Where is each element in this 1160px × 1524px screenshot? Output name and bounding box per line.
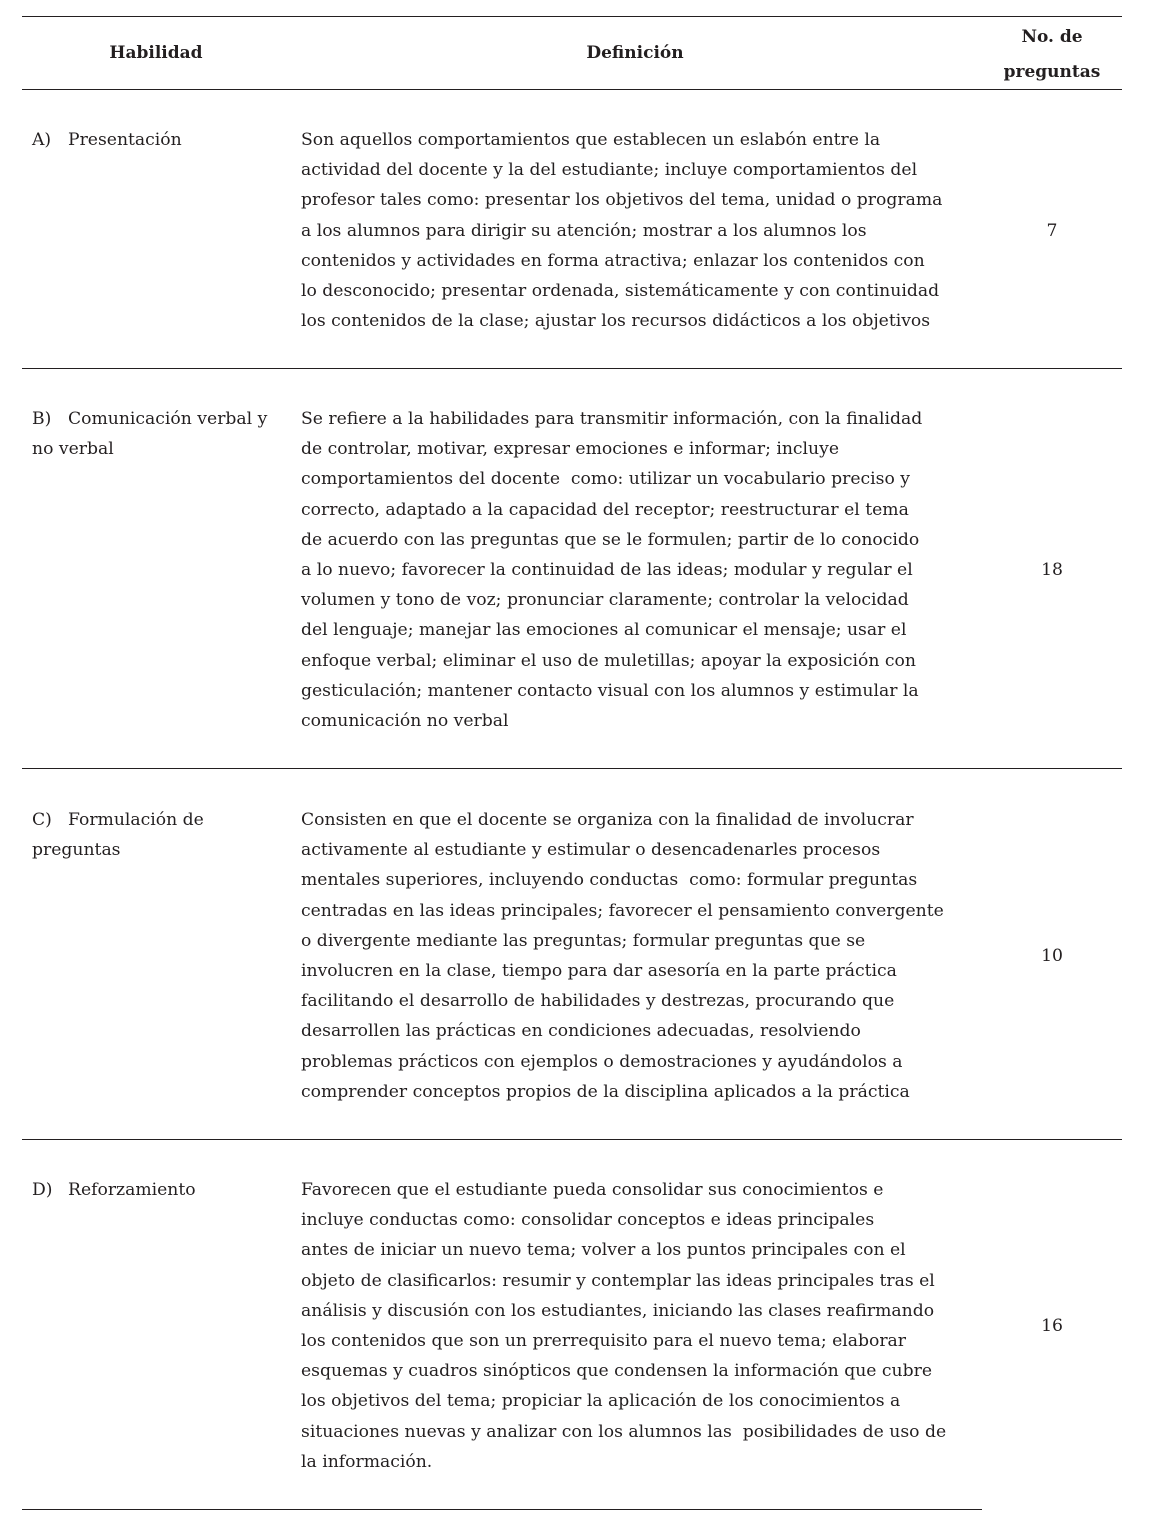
definition-line: involucren en la clase, tiempo para dar asesoría en la parte práctica (301, 961, 897, 982)
definition-line: comportamientos del docente como: utilizar un vocabulario preciso y (301, 469, 910, 490)
definition-line: antes de iniciar un nuevo tema; volver a los puntos principales con el (301, 1240, 906, 1261)
definition-line: los contenidos de la clase; ajustar los recursos didácticos a los objetivos (301, 311, 931, 332)
row-d-letter: D) (32, 1180, 53, 1200)
definition-line: facilitando el desarrollo de habilidades y destrezas, procurando que (301, 991, 895, 1012)
definition-line: situaciones nuevas y analizar con los alumnos las posibilidades de uso de (301, 1421, 947, 1442)
row-c-skill-line2: preguntas (32, 840, 121, 861)
row-d-skill (32, 1175, 196, 1205)
header-definition: Definición (586, 43, 684, 63)
header-skill: Habilidad (109, 43, 203, 63)
definition-line: activamente al estudiante y estimular o desencadenarles procesos (301, 840, 881, 861)
table-top-rule (22, 16, 1122, 17)
definition-line: gesticulación; mantener contacto visual con los alumnos y estimular la (301, 680, 919, 701)
definition-line: centradas en las ideas principales; favorecer el pensamiento convergente (301, 900, 944, 921)
row-b-definition (301, 404, 922, 736)
header-questions-line1: No. de (1021, 27, 1083, 47)
definition-line: objeto de clasificarlos: resumir y contemplar las ideas principales tras el (301, 1270, 935, 1291)
row-a-letter: A) (32, 130, 52, 150)
row-b-skill-line1: Comunicación verbal y (68, 409, 268, 429)
row-a-definition (301, 125, 942, 336)
row-divider-b (22, 768, 1122, 769)
row-divider-c (22, 1139, 1122, 1140)
row-a-skill-line1: Presentación (68, 130, 182, 150)
definition-line: de controlar, motivar, expresar emociones e informar; incluye (301, 439, 840, 460)
definition-line: Son aquellos comportamientos que establecen un eslabón entre la (301, 130, 881, 150)
row-b-skill-line2: no verbal (32, 439, 114, 460)
definition-line: profesor tales como: presentar los objetivos del tema, unidad o programa (301, 190, 943, 211)
definition-line: contenidos y actividades en forma atractiva; enlazar los contenidos con (301, 250, 925, 271)
definition-line: análisis y discusión con los estudiantes, iniciando las clases reafirmando (301, 1300, 935, 1321)
definition-line: del lenguaje; manejar las emociones al comunicar el mensaje; usar el (301, 620, 907, 641)
row-divider-a (22, 368, 1122, 369)
header-bottom-rule (22, 89, 1122, 90)
definition-line: volumen y tono de voz; pronunciar claramente; controlar la velocidad (301, 590, 909, 611)
definition-line: correcto, adaptado a la capacidad del receptor; reestructurar el tema (301, 499, 909, 520)
definition-line: lo desconocido; presentar ordenada, sistemáticamente y con continuidad (301, 281, 940, 302)
header-questions-line2: preguntas (1003, 62, 1101, 82)
definition-line: los objetivos del tema; propiciar la aplicación de los conocimientos a (301, 1391, 901, 1412)
row-b-questions: 18 (1041, 560, 1063, 580)
row-d-definition (301, 1175, 946, 1477)
row-c-skill (32, 805, 204, 865)
row-c-definition (301, 805, 944, 1107)
definition-line: comunicación no verbal (301, 711, 509, 732)
definition-line: problemas prácticos con ejemplos o demostraciones y ayudándolos a (301, 1051, 903, 1072)
definition-line: comprender conceptos propios de la disciplina aplicados a la práctica (301, 1081, 910, 1102)
definition-line: desarrollen las prácticas en condiciones adecuadas, resolviendo (301, 1021, 861, 1042)
row-c-skill-line1: Formulación de (68, 810, 204, 830)
definition-line: Favorecen que el estudiante pueda consolidar sus conocimientos e (301, 1180, 884, 1200)
definition-line: enfoque verbal; eliminar el uso de muletillas; apoyar la exposición con (301, 650, 916, 671)
definition-line: de acuerdo con las preguntas que se le formulen; partir de lo conocido (301, 529, 920, 550)
definition-line: actividad del docente y la del estudiante; incluye comportamientos del (301, 160, 918, 181)
row-d-questions: 16 (1041, 1316, 1063, 1336)
definition-line: Consisten en que el docente se organiza con la finalidad de involucrar (301, 810, 914, 830)
definition-line: la información. (301, 1451, 433, 1472)
row-c-questions: 10 (1041, 946, 1063, 966)
definition-line: mentales superiores, incluyendo conductas como: formular preguntas (301, 870, 918, 891)
definition-line: incluye conductas como: consolidar conceptos e ideas principales (301, 1210, 875, 1231)
row-d-skill-line1: Reforzamiento (68, 1180, 196, 1200)
definition-line: esquemas y cuadros sinópticos que condensen la información que cubre (301, 1361, 932, 1382)
row-c-letter: C) (32, 810, 52, 830)
definition-line: a lo nuevo; favorecer la continuidad de las ideas; modular y regular el (301, 560, 913, 581)
definition-line: a los alumnos para dirigir su atención; mostrar a los alumnos los (301, 220, 867, 241)
table-bottom-rule (22, 1509, 982, 1510)
row-a-skill (32, 125, 182, 155)
definition-line: los contenidos que son un prerrequisito para el nuevo tema; elaborar (301, 1331, 907, 1352)
definition-line: o divergente mediante las preguntas; formular preguntas que se (301, 930, 866, 951)
row-b-skill (32, 404, 267, 464)
row-b-letter: B) (32, 409, 52, 429)
row-a-questions: 7 (1046, 221, 1058, 241)
definition-line: Se refiere a la habilidades para transmitir información, con la finalidad (301, 409, 923, 429)
